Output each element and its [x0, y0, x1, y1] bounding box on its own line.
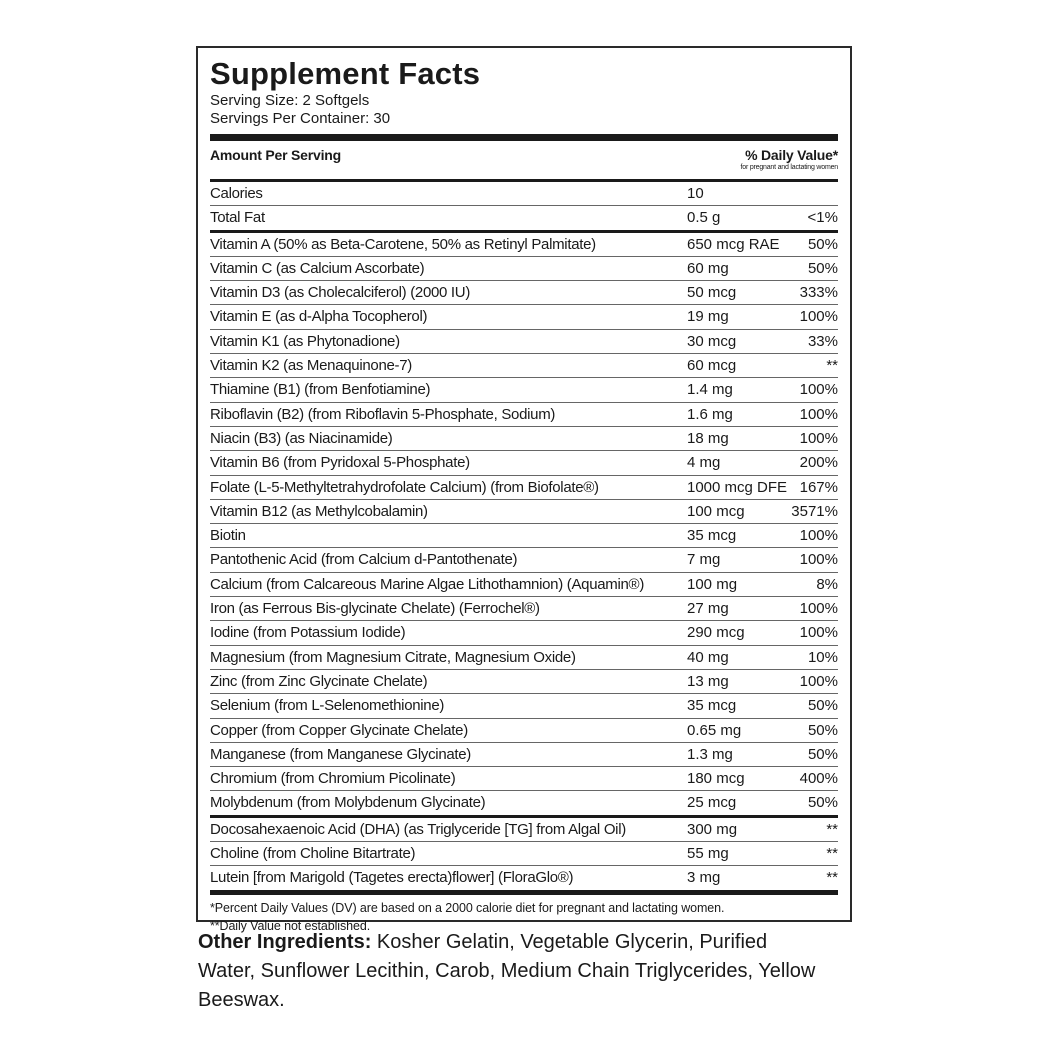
nutrient-name: Selenium (from L-Selenomethionine) — [210, 697, 445, 715]
nutrient-amount: 35 mcg — [687, 527, 737, 545]
nutrient-amount: 0.5 g — [687, 209, 721, 227]
other-nutrient-rows — [210, 818, 838, 890]
nutrient-name: Niacin (B3) (as Niacinamide) — [210, 429, 393, 447]
nutrient-daily-value: 50% — [807, 745, 838, 763]
table-row — [210, 182, 838, 206]
table-row — [210, 548, 838, 572]
nutrient-name: Biotin — [210, 527, 246, 545]
nutrient-name: Vitamin C (as Calcium Ascorbate) — [210, 259, 425, 277]
nutrient-daily-value: 333% — [799, 284, 838, 302]
nutrient-amount: 7 mg — [687, 551, 721, 569]
table-row — [210, 305, 838, 329]
nutrient-name: Calories — [210, 185, 263, 202]
table-row — [210, 233, 838, 257]
nutrient-daily-value: 8% — [816, 575, 838, 593]
nutrient-name: Pantothenic Acid (from Calcium d-Pantothenate) — [210, 551, 518, 569]
nutrient-amount: 10 — [687, 185, 704, 202]
table-row — [210, 500, 838, 524]
nutrient-daily-value: 100% — [799, 624, 838, 642]
nutrient-daily-value: 100% — [799, 551, 838, 569]
table-row — [210, 646, 838, 670]
nutrient-amount: 60 mcg — [687, 357, 737, 375]
nutrient-name: Total Fat — [210, 209, 265, 227]
table-row — [210, 573, 838, 597]
nutrient-name: Docosahexaenoic Acid (DHA) (as Triglyceride [TG] from Algal Oil) — [210, 820, 626, 838]
nutrient-daily-value: 167% — [799, 478, 838, 496]
nutrient-amount: 300 mg — [687, 820, 738, 838]
servings-per-container: Servings Per Container: 30 — [210, 110, 391, 127]
nutrient-amount: 290 mcg — [687, 624, 745, 642]
nutrient-amount: 30 mcg — [687, 332, 737, 350]
nutrient-name: Vitamin B12 (as Methylcobalamin) — [210, 502, 428, 520]
nutrient-daily-value: <1% — [807, 209, 838, 227]
panel-title: Supplement Facts — [210, 56, 481, 91]
nutrient-daily-value: 100% — [799, 405, 838, 423]
nutrient-daily-value: ** — [826, 869, 838, 887]
nutrient-amount: 100 mg — [687, 575, 738, 593]
nutrient-name: Choline (from Choline Bitartrate) — [210, 845, 416, 863]
table-row — [210, 842, 838, 866]
nutrient-name: Calcium (from Calcareous Marine Algae Lithothamnion) (Aquamin®) — [210, 575, 645, 593]
nutrient-daily-value: ** — [826, 357, 838, 375]
daily-value-label: % Daily Value* — [745, 147, 838, 163]
footnote-not-established: **Daily Value not established. — [210, 918, 371, 933]
nutrient-amount: 35 mcg — [687, 697, 737, 715]
nutrient-name: Molybdenum (from Molybdenum Glycinate) — [210, 794, 486, 812]
table-row — [210, 451, 838, 475]
nutrient-amount: 1.4 mg — [687, 381, 733, 399]
nutrient-name: Vitamin D3 (as Cholecalciferol) (2000 IU) — [210, 284, 471, 302]
nutrient-daily-value: 50% — [807, 794, 838, 812]
table-row — [210, 281, 838, 305]
nutrient-amount: 27 mg — [687, 600, 729, 618]
nutrient-amount: 60 mg — [687, 259, 729, 277]
other-ingredients-text: Kosher Gelatin, Vegetable Glycerin, Purified Water, Sunflower Lecithin, Carob, Medium Chain Triglycerides, Yellow Beeswax. — [198, 931, 816, 1011]
nutrient-daily-value: 33% — [807, 332, 838, 350]
nutrient-daily-value: ** — [826, 820, 838, 838]
nutrient-name: Chromium (from Chromium Picolinate) — [210, 770, 456, 788]
nutrient-name: Vitamin B6 (from Pyridoxal 5-Phosphate) — [210, 454, 470, 472]
serving-size: Serving Size: 2 Softgels — [210, 92, 370, 109]
vitamin-mineral-rows — [210, 233, 838, 815]
nutrient-amount: 13 mg — [687, 672, 729, 690]
nutrient-daily-value: 200% — [799, 454, 838, 472]
nutrient-amount: 1000 mcg DFE — [687, 478, 788, 496]
nutrient-daily-value: 100% — [799, 600, 838, 618]
nutrient-amount: 50 mcg — [687, 284, 737, 302]
nutrient-amount: 1.3 mg — [687, 745, 733, 763]
nutrient-daily-value: 400% — [799, 770, 838, 788]
nutrient-daily-value: 100% — [799, 672, 838, 690]
nutrient-name: Zinc (from Zinc Glycinate Chelate) — [210, 672, 428, 690]
table-row — [210, 524, 838, 548]
daily-value-header — [741, 147, 839, 172]
nutrient-name: Vitamin E (as d-Alpha Tocopherol) — [210, 308, 428, 326]
nutrient-amount: 55 mg — [687, 845, 729, 863]
nutrient-amount: 0.65 mg — [687, 721, 742, 739]
nutrient-amount: 180 mcg — [687, 770, 745, 788]
nutrient-amount: 4 mg — [687, 454, 721, 472]
daily-value-sublabel: for pregnant and lactating women — [740, 164, 838, 171]
table-row — [210, 257, 838, 281]
table-row — [210, 476, 838, 500]
nutrient-daily-value: 50% — [807, 697, 838, 715]
table-row — [210, 403, 838, 427]
table-row — [210, 866, 838, 889]
nutrient-amount: 3 mg — [687, 869, 721, 887]
nutrient-daily-value: 100% — [799, 308, 838, 326]
nutrient-name: Thiamine (B1) (from Benfotiamine) — [210, 381, 431, 399]
nutrient-name: Manganese (from Manganese Glycinate) — [210, 745, 472, 763]
footnote-daily-value: *Percent Daily Values (DV) are based on a 2000 calorie diet for pregnant and lactating women. — [210, 900, 725, 915]
nutrient-daily-value: 50% — [807, 235, 838, 253]
nutrient-name: Vitamin A (50% as Beta-Carotene, 50% as Retinyl Palmitate) — [210, 235, 596, 253]
amount-per-serving-label: Amount Per Serving — [210, 147, 341, 163]
table-row — [210, 694, 838, 718]
nutrient-daily-value: 50% — [807, 259, 838, 277]
nutrient-name: Vitamin K2 (as Menaquinone-7) — [210, 357, 412, 375]
table-row — [210, 818, 838, 842]
table-row — [210, 206, 838, 229]
nutrient-name: Vitamin K1 (as Phytonadione) — [210, 332, 400, 350]
nutrient-name: Iodine (from Potassium Iodide) — [210, 624, 406, 642]
nutrient-name: Lutein [from Marigold (Tagetes erecta)flower] (FloraGlo®) — [210, 869, 574, 887]
nutrient-amount: 650 mcg RAE — [687, 235, 780, 253]
nutrient-name: Copper (from Copper Glycinate Chelate) — [210, 721, 468, 739]
nutrient-daily-value: 50% — [807, 721, 838, 739]
nutrient-daily-value: 3571% — [791, 502, 838, 520]
table-row — [210, 330, 838, 354]
nutrient-name: Iron (as Ferrous Bis-glycinate Chelate) (Ferrochel®) — [210, 600, 540, 618]
thick-divider — [210, 134, 838, 141]
nutrient-amount: 1.6 mg — [687, 405, 733, 423]
nutrient-name: Folate (L-5-Methyltetrahydrofolate Calcium) (from Biofolate®) — [210, 478, 599, 496]
nutrient-daily-value: ** — [826, 845, 838, 863]
table-row — [210, 427, 838, 451]
table-row — [210, 791, 838, 814]
nutrient-daily-value: 100% — [799, 381, 838, 399]
other-ingredients-heading: Other Ingredients: — [198, 931, 372, 953]
nutrient-amount: 40 mg — [687, 648, 729, 666]
nutrient-daily-value: 100% — [799, 429, 838, 447]
nutrient-amount: 19 mg — [687, 308, 729, 326]
table-row — [210, 597, 838, 621]
nutrient-amount: 18 mg — [687, 429, 729, 447]
nutrient-daily-value: 10% — [807, 648, 838, 666]
nutrient-amount: 25 mcg — [687, 794, 737, 812]
table-row — [210, 743, 838, 767]
nutrient-daily-value: 100% — [799, 527, 838, 545]
table-row — [210, 670, 838, 694]
table-row — [210, 354, 838, 378]
other-ingredients — [198, 928, 818, 1015]
supplement-facts-panel — [196, 46, 852, 933]
table-row — [210, 719, 838, 743]
column-header — [210, 141, 838, 179]
nutrient-name: Riboflavin (B2) (from Riboflavin 5-Phosphate, Sodium) — [210, 405, 556, 423]
table-row — [210, 621, 838, 645]
table-row — [210, 767, 838, 791]
nutrient-name: Magnesium (from Magnesium Citrate, Magnesium Oxide) — [210, 648, 576, 666]
basic-rows — [210, 182, 838, 230]
table-row — [210, 378, 838, 402]
nutrient-amount: 100 mcg — [687, 502, 745, 520]
